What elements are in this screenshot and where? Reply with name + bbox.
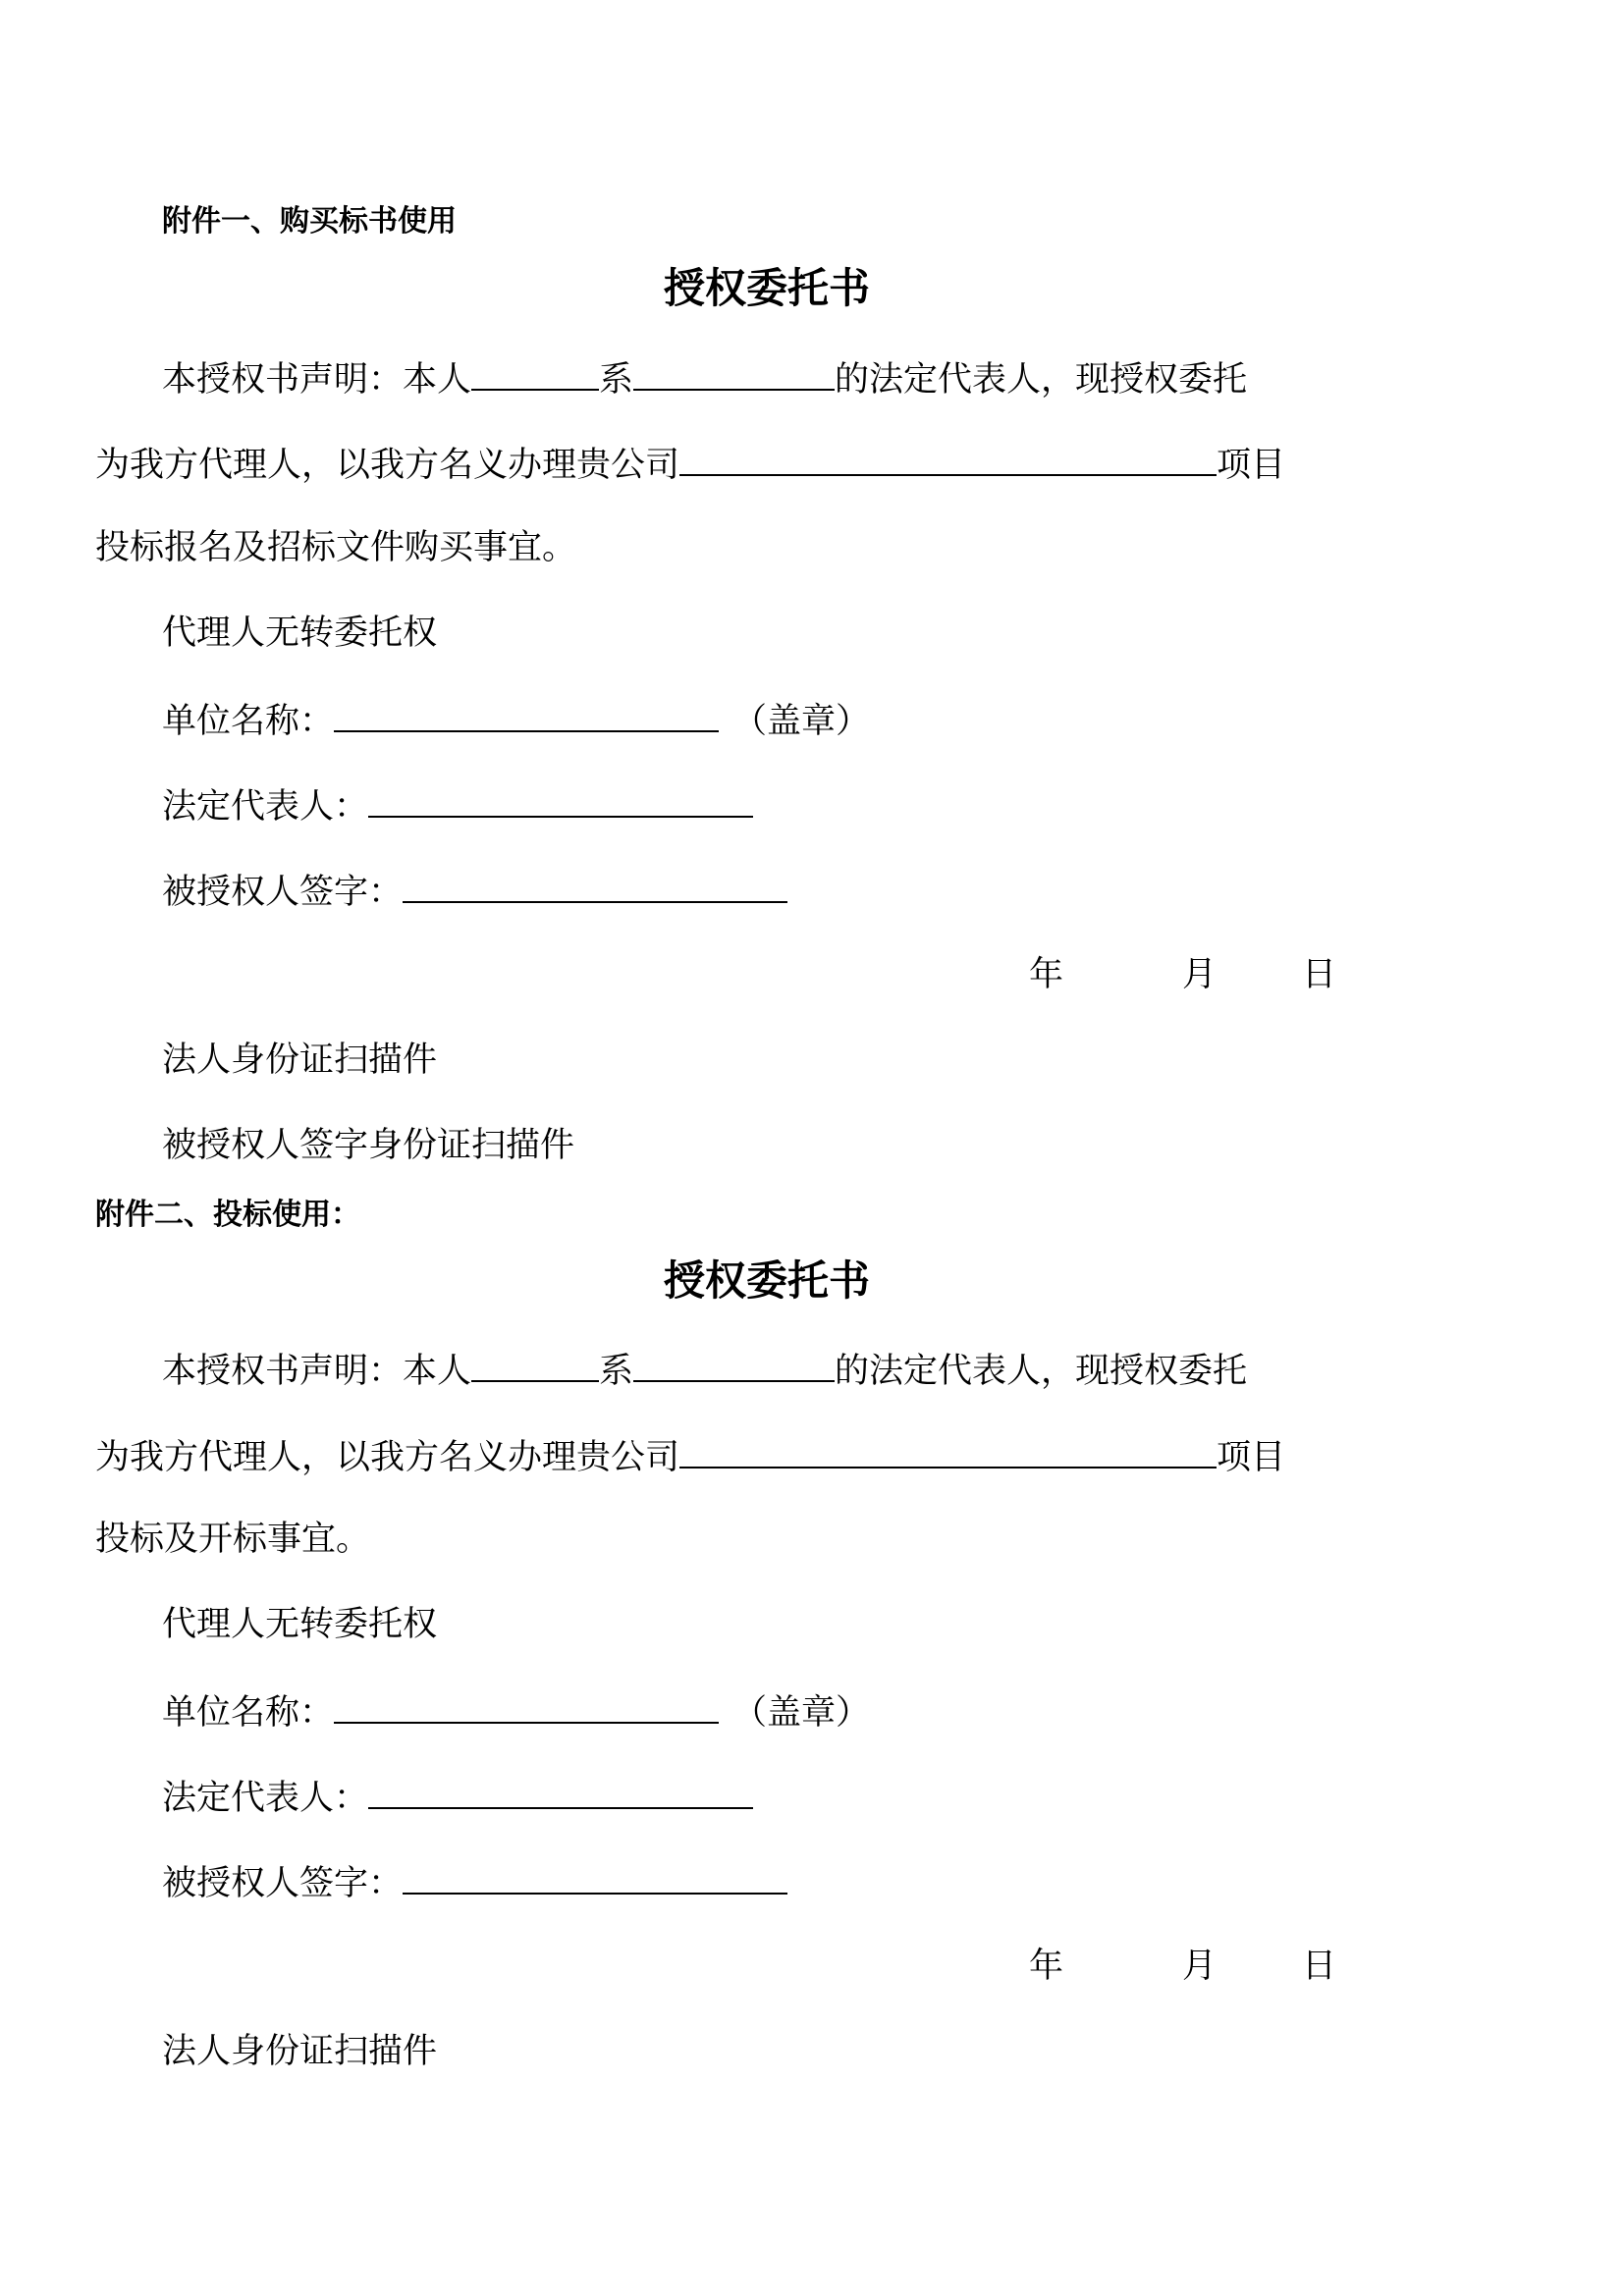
section1-unit-row — [162, 697, 870, 743]
section2-heading: 附件二、投标使用： — [95, 1198, 360, 1232]
section2-no-transfer: 代理人无转委托权 — [162, 1605, 438, 1644]
section2-signer-row — [162, 1859, 787, 1905]
section1-signer-row — [162, 868, 787, 914]
legal-rep-blank — [368, 1774, 753, 1809]
section2-declaration-line2 — [95, 1433, 1285, 1479]
decl-text: 项目 — [1217, 1438, 1286, 1477]
decl-text: 本授权书声明：本人 — [162, 360, 472, 400]
date-month: 月 — [1182, 1947, 1218, 1986]
section1-attachment-2: 被授权人签字身份证扫描件 — [162, 1126, 575, 1165]
signer-blank — [403, 868, 787, 903]
seal-label: （盖章） — [732, 1693, 871, 1733]
decl-text: 本授权书声明：本人 — [162, 1352, 472, 1391]
name-blank — [471, 355, 599, 391]
section1-no-transfer: 代理人无转委托权 — [162, 614, 438, 653]
section1-declaration-line2 — [95, 441, 1285, 487]
section1-title: 授权委托书 — [664, 264, 871, 312]
project-blank — [679, 1433, 1217, 1468]
project-blank — [679, 441, 1217, 476]
decl-text: 系 — [599, 1352, 634, 1391]
signer-blank — [403, 1859, 787, 1895]
date-year: 年 — [1029, 955, 1064, 994]
company-blank — [633, 355, 835, 391]
section2-declaration-line3: 投标及开标事宜。 — [95, 1520, 371, 1559]
section1-declaration-line3: 投标报名及招标文件购买事宜。 — [95, 528, 577, 567]
date-year: 年 — [1029, 1947, 1064, 1986]
section2-declaration-line1 — [162, 1347, 1247, 1393]
decl-text: 的法定代表人，现授权委托 — [835, 1352, 1248, 1391]
unit-blank — [334, 697, 719, 732]
signer-label: 被授权人签字： — [162, 873, 404, 912]
section2-title: 授权委托书 — [664, 1256, 871, 1305]
unit-label: 单位名称： — [162, 1693, 335, 1733]
signer-label: 被授权人签字： — [162, 1864, 404, 1903]
section2-legal-rep-row — [162, 1774, 753, 1820]
section1-declaration-line1 — [162, 355, 1247, 401]
date-day: 日 — [1302, 955, 1337, 994]
legal-rep-blank — [368, 782, 753, 818]
unit-label: 单位名称： — [162, 702, 335, 741]
section1-legal-rep-row — [162, 782, 753, 828]
decl-text: 为我方代理人，以我方名义办理贵公司 — [95, 446, 680, 485]
decl-text: 系 — [599, 360, 634, 400]
company-blank — [633, 1347, 835, 1382]
section2-attachment-1: 法人身份证扫描件 — [162, 2032, 438, 2071]
date-day: 日 — [1302, 1947, 1337, 1986]
legal-rep-label: 法定代表人： — [162, 1779, 369, 1818]
decl-text: 的法定代表人，现授权委托 — [835, 360, 1248, 400]
date-month: 月 — [1182, 955, 1218, 994]
name-blank — [471, 1347, 599, 1382]
decl-text: 为我方代理人，以我方名义办理贵公司 — [95, 1438, 680, 1477]
section1-heading: 附件一、购买标书使用 — [162, 204, 457, 239]
seal-label: （盖章） — [732, 702, 871, 741]
legal-rep-label: 法定代表人： — [162, 787, 369, 827]
unit-blank — [334, 1688, 719, 1724]
decl-text: 项目 — [1217, 446, 1286, 485]
section2-unit-row — [162, 1688, 870, 1735]
section1-attachment-1: 法人身份证扫描件 — [162, 1041, 438, 1080]
